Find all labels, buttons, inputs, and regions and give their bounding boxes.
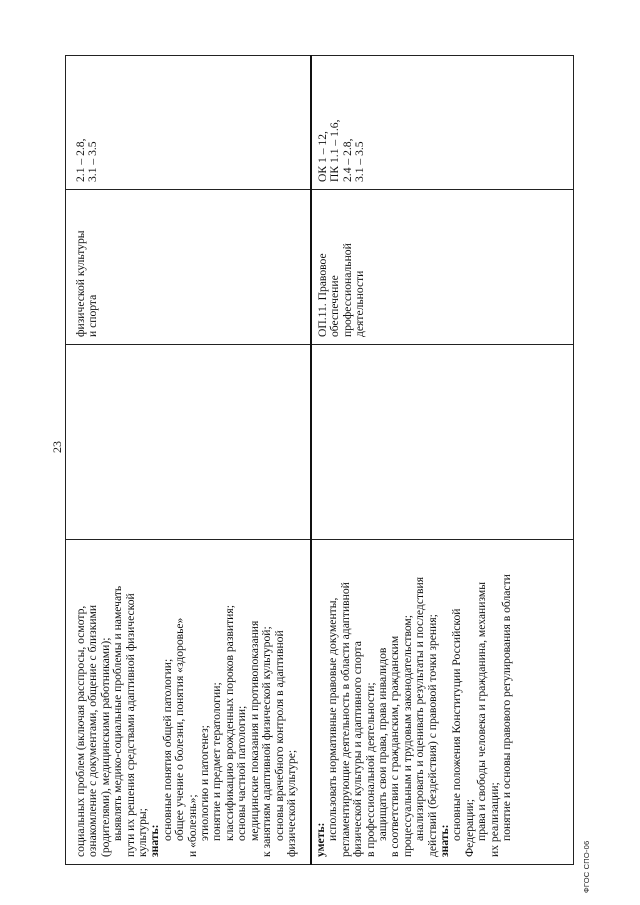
text-line: медицинские показания и противопоказания bbox=[247, 620, 261, 841]
table-border-top bbox=[65, 55, 66, 865]
text-line: в профессиональной деятельности; bbox=[363, 682, 377, 857]
text-line: права и свободы человека и гражданина, механизмы bbox=[475, 582, 489, 841]
text-line: основные положения Конституции Российской bbox=[450, 608, 464, 841]
text-line: основы врачебного контроля в адаптивной bbox=[272, 630, 286, 841]
text-line: культуры; bbox=[136, 808, 150, 857]
text-line: профессиональной bbox=[340, 243, 354, 337]
text-line: физической культуре; bbox=[284, 749, 298, 857]
row2-competencies-cell bbox=[317, 120, 367, 182]
section-heading-know: знать: bbox=[438, 824, 452, 857]
page-footer: ФГОС СПО-06 bbox=[582, 840, 591, 893]
text-line: понятие и предмет тератологии; bbox=[210, 682, 224, 841]
text-line: общее учение о болезни, понятия «здоровье» bbox=[173, 617, 187, 841]
text-line: ОП.11. Правовое bbox=[316, 253, 329, 337]
text-line: их реализации; bbox=[487, 782, 501, 857]
text-line: основные понятия общей патологии; bbox=[160, 658, 174, 841]
text-line: классификацию врожденных пороков развития; bbox=[222, 605, 236, 841]
text-line: физической культуры и адаптивного спорта bbox=[351, 641, 365, 857]
row1-discipline-cell bbox=[75, 230, 100, 337]
text-line: ПК 1.1 – 1.6, bbox=[328, 119, 342, 182]
column-divider-2 bbox=[65, 344, 574, 345]
row2-description-cell bbox=[315, 574, 514, 857]
column-divider-1 bbox=[65, 539, 574, 540]
column-divider-3 bbox=[65, 189, 574, 190]
row1-competencies-cell bbox=[75, 139, 100, 182]
section-heading-can: уметь: bbox=[314, 822, 327, 857]
row-divider bbox=[310, 55, 312, 865]
text-line: использовать нормативные правовые документы, bbox=[326, 597, 340, 841]
text-line: 2.4 – 2.8, bbox=[340, 138, 354, 182]
text-line: ознакомление с документами, общение с близкими bbox=[86, 604, 100, 857]
curriculum-table bbox=[65, 55, 574, 865]
text-line: ОК 1 – 12, bbox=[316, 131, 329, 182]
text-line: защищать свои права, права инвалидов bbox=[376, 647, 390, 841]
text-line: деятельности bbox=[353, 270, 367, 337]
text-line: Федерации; bbox=[462, 799, 476, 857]
table-border-bottom bbox=[573, 55, 574, 865]
text-line: в соответствии с гражданским, гражданским bbox=[388, 635, 402, 857]
text-line: социальных проблем (включая расспросы, осмотр, bbox=[74, 605, 87, 857]
section-heading-know: знать: bbox=[148, 824, 162, 857]
text-line: (родителями), медицинскими работниками); bbox=[98, 637, 112, 857]
text-line: понятие и основы правового регулирования в области bbox=[500, 574, 514, 841]
table-border-left bbox=[65, 864, 574, 865]
text-line: к занятиям адаптивной физической культурой; bbox=[260, 626, 274, 857]
text-line: 2.1 – 2.8, bbox=[74, 138, 87, 182]
text-line: обеспечение bbox=[328, 275, 342, 337]
page-number: 23 bbox=[50, 441, 64, 453]
text-line: этиологию и патогенез; bbox=[198, 725, 212, 841]
text-line: 3.1 – 3.5 bbox=[86, 141, 100, 182]
text-line: физической культуры bbox=[74, 230, 87, 337]
text-line: основы частной патологии; bbox=[235, 705, 249, 841]
text-line: 3.1 – 3.5 bbox=[353, 141, 367, 182]
row2-discipline-cell bbox=[317, 243, 367, 337]
text-line: и «болезнь»; bbox=[185, 794, 199, 857]
text-line: регламентирующие деятельность в области адаптивной bbox=[338, 582, 352, 857]
text-line: пути их решения средствами адаптивной физической bbox=[123, 593, 137, 857]
table-border-right bbox=[65, 55, 574, 56]
row1-description-cell bbox=[75, 586, 298, 857]
text-line: выявлять медико-социальные проблемы и намечать bbox=[111, 585, 125, 841]
text-line: действий (бездействия) с правовой точки зрения; bbox=[425, 614, 439, 857]
text-line: и спорта bbox=[86, 294, 100, 337]
text-line: процессуальным и трудовым законодательством; bbox=[400, 615, 414, 857]
text-line: анализировать и оценивать результаты и последствия bbox=[413, 576, 427, 841]
